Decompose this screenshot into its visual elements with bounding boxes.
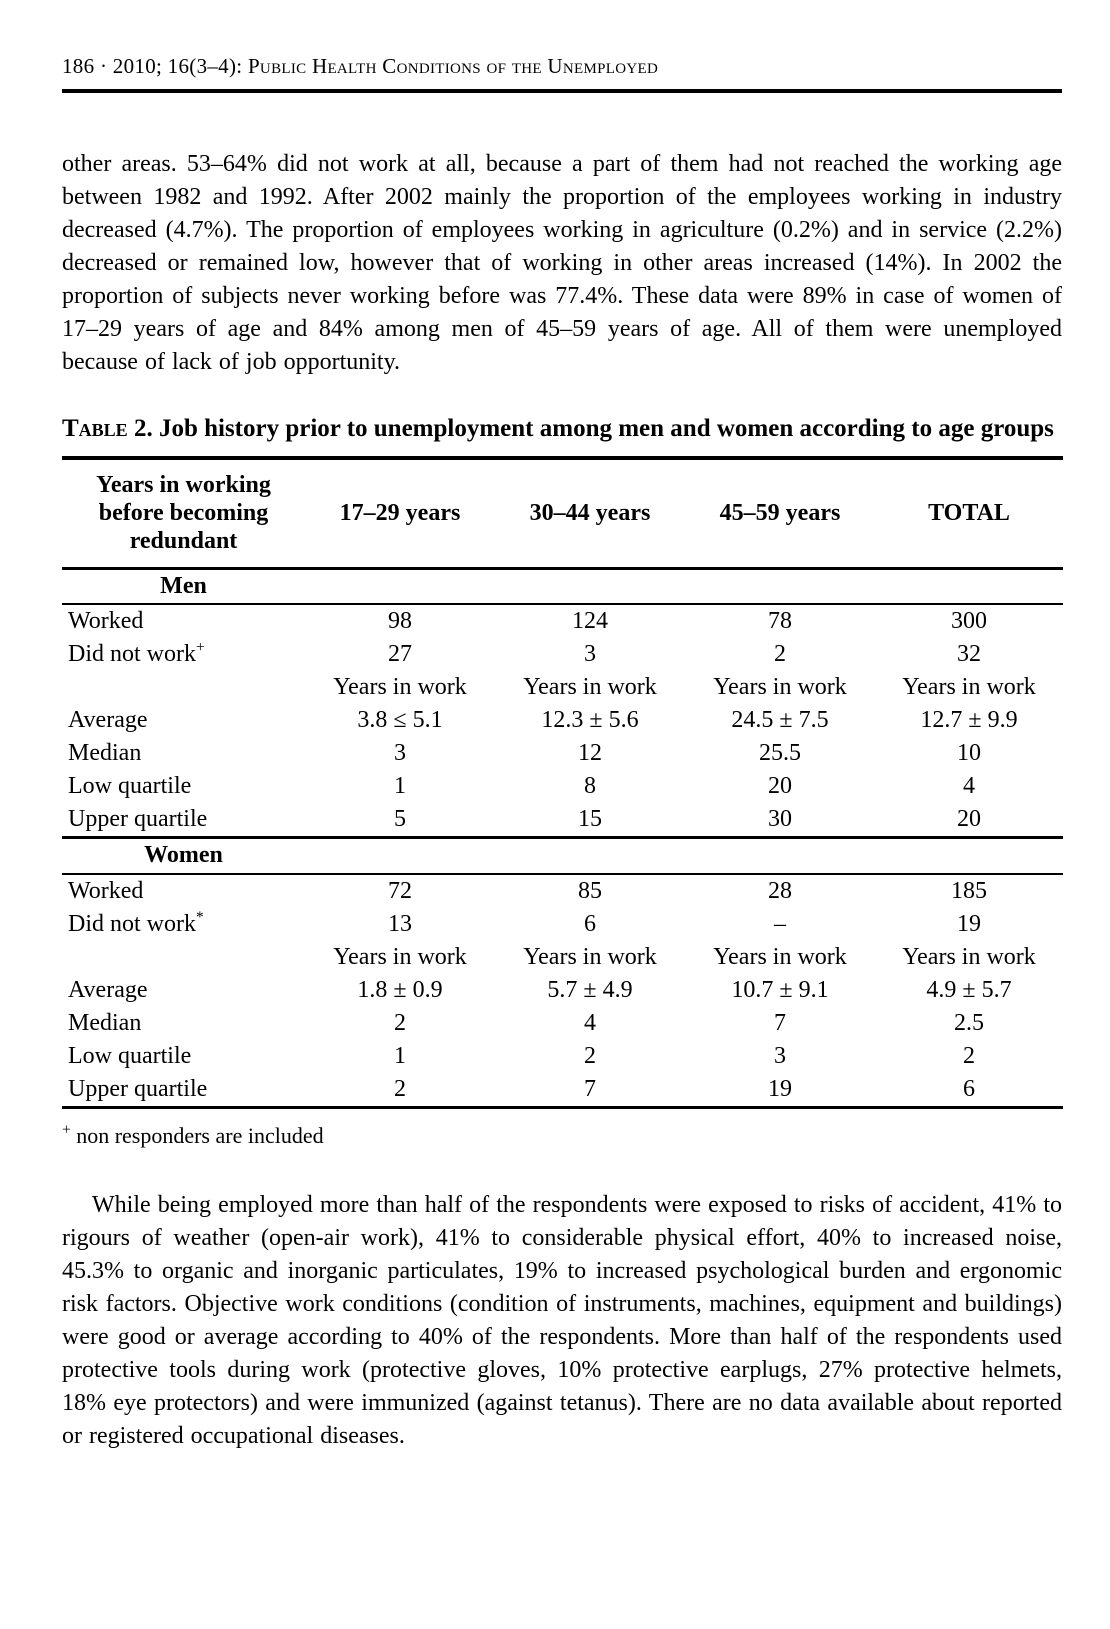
table-cell: Years in work — [333, 674, 467, 700]
table-cell: 24.5 ± 7.5 — [731, 707, 829, 733]
table-row — [62, 874, 1063, 908]
table-cell: Years in work — [523, 674, 657, 700]
section-title-women: Women — [144, 842, 223, 869]
table-cell: 27 — [388, 641, 412, 667]
table-cell: 3 — [394, 740, 406, 766]
footnote-marker: + — [62, 1121, 71, 1139]
table-cell: 7 — [774, 1009, 786, 1036]
table-row — [62, 704, 1063, 737]
table-cell: Years in work — [902, 943, 1036, 970]
row-label: Low quartile — [68, 1042, 192, 1069]
table-cell: 1.8 ± 0.9 — [357, 976, 443, 1003]
table-cell: 2 — [963, 1042, 975, 1069]
row-label: Low quartile — [68, 773, 192, 799]
table-cell: 2 — [394, 1075, 406, 1102]
table-caption-label: Table 2. — [62, 415, 153, 442]
table-cell: 4 — [963, 773, 975, 799]
table-cell: Years in work — [902, 674, 1036, 700]
table-cell: Years in work — [523, 943, 657, 970]
table-row — [62, 737, 1063, 770]
table-cell: 185 — [951, 877, 987, 904]
table-cell: 32 — [957, 641, 981, 667]
table-cell: 2 — [394, 1009, 406, 1036]
row-label: Worked — [68, 877, 144, 904]
table-cell: 3.8 ≤ 5.1 — [357, 707, 443, 733]
table-cell: 12.7 ± 9.9 — [920, 707, 1018, 733]
table-row — [62, 803, 1063, 838]
table-cell: 20 — [768, 773, 792, 799]
row-label — [62, 671, 305, 704]
table-row — [62, 941, 1063, 974]
row-label-text: Did not work — [68, 910, 196, 937]
row-label: Upper quartile — [68, 806, 208, 832]
row-label: Average — [68, 976, 148, 1003]
row-label: Median — [68, 1009, 142, 1036]
table-row — [62, 638, 1063, 671]
table-cell: 5 — [394, 806, 406, 832]
section-row-men — [62, 568, 1063, 604]
table-cell: 4 — [584, 1009, 596, 1036]
running-head — [62, 54, 1062, 93]
table-cell: 25.5 — [759, 740, 801, 766]
row-label: Upper quartile — [68, 1075, 208, 1102]
footnote-text: non responders are included — [70, 1122, 324, 1148]
row-label — [62, 941, 305, 974]
table-cell: 3 — [774, 1042, 786, 1069]
table-cell: 19 — [768, 1075, 792, 1102]
table-footnote — [62, 1123, 1062, 1149]
table-row — [62, 908, 1063, 941]
running-head-journal-title: Public Health Conditions of the Unemployed — [247, 54, 659, 78]
table-cell: 300 — [951, 608, 987, 634]
running-head-meta: 186 · 2010; 16(3–4): — [62, 54, 248, 78]
footnote-marker-asterisk: * — [196, 908, 204, 926]
table-cell: 20 — [957, 806, 981, 832]
table-cell: 124 — [572, 608, 608, 634]
table-cell: 2 — [774, 641, 786, 667]
table-cell: 98 — [388, 608, 412, 634]
paragraph-1: other areas. 53–64% did not work at all, because a part of them had not reached the working age between 1982 and 1992. After 2002 mainly the proportion of the employees working in industry decreased (4.7%). The proportion of employees working in agriculture (0.2%) and in service (2.2%) decreased or remained low, however that of working in other areas increased (14%). In 2002 the proportion of subjects never working before was 77.4%. These data were 89% in case of women of 17–29 years of age and 84% among men of 45–59 years of age. All of them were unemployed because of lack of job opportunity. — [62, 151, 1062, 375]
table-cell: 8 — [584, 773, 596, 799]
row-label: Median — [68, 740, 142, 766]
column-header-stub: Years in working before becoming redundant — [96, 472, 271, 555]
table-cell: 7 — [584, 1075, 596, 1102]
table-cell: 5.7 ± 4.9 — [547, 976, 633, 1003]
table-cell: 10 — [957, 740, 981, 766]
table-row — [62, 770, 1063, 803]
empty-cell — [305, 568, 1063, 604]
table-cell: Years in work — [713, 674, 847, 700]
table-cell: 13 — [388, 910, 412, 937]
table-cell: 78 — [768, 608, 792, 634]
column-header-45-59: 45–59 years — [719, 499, 841, 526]
table-cell: 6 — [584, 910, 596, 937]
column-header-17-29: 17–29 years — [339, 499, 461, 526]
table-cell: 12.3 ± 5.6 — [541, 707, 639, 733]
table-cell: 3 — [584, 641, 596, 667]
column-header-30-44: 30–44 years — [529, 499, 651, 526]
row-label: Worked — [68, 608, 144, 634]
footnote-marker-plus: + — [196, 639, 205, 656]
table-row — [62, 1007, 1063, 1040]
table-caption — [62, 412, 1062, 446]
table-cell: 4.9 ± 5.7 — [926, 976, 1012, 1003]
column-header-total: TOTAL — [928, 499, 1010, 526]
table-cell: 85 — [578, 877, 602, 904]
table-cell: 2 — [584, 1042, 596, 1069]
table-cell: 1 — [394, 773, 406, 799]
table-cell: 6 — [963, 1075, 975, 1102]
table-header-row — [62, 458, 1063, 568]
row-label: Average — [68, 707, 148, 733]
table-cell: 28 — [768, 877, 792, 904]
table-caption-text: Job history prior to unemployment among men and women according to age groups — [152, 415, 1054, 442]
table-row — [62, 1040, 1063, 1073]
row-label-text: Did not work — [68, 641, 196, 667]
table-cell: – — [774, 910, 786, 937]
table-cell: 12 — [578, 740, 602, 766]
section-row-women — [62, 838, 1063, 874]
table-row — [62, 604, 1063, 638]
table-row — [62, 974, 1063, 1007]
paragraph-2: While being employed more than half of the respondents were exposed to risks of accident, 41% to rigours of weather (open-air work), 41% to considerable physical effort, 40% to increased noise, 45.3% to organic and inorganic particulates, 19% to increased psychological burden and ergonomic risk factors. Objective work conditions (condition of instruments, machines, equipment and buildings) were good or average according to 40% of the respondents. More than half of the respondents used protective tools during work (protective gloves, 10% protective earplugs, 27% protective helmets, 18% eye protectors) and were immunized (against tetanus). There are no data available about reported or registered occupational diseases. — [62, 1191, 1062, 1449]
table-cell: 2.5 — [954, 1009, 984, 1036]
section-title-men: Men — [160, 572, 207, 599]
row-label — [62, 908, 305, 941]
table-cell: 72 — [388, 877, 412, 904]
table-cell: 19 — [957, 910, 981, 937]
row-label — [62, 638, 305, 671]
table-cell: 1 — [394, 1042, 406, 1069]
table-cell: 10.7 ± 9.1 — [731, 976, 829, 1003]
table-cell: Years in work — [713, 943, 847, 970]
job-history-table — [62, 456, 1063, 1109]
table-row — [62, 1073, 1063, 1108]
empty-cell — [305, 838, 1063, 874]
table-cell: 15 — [578, 806, 602, 832]
table-cell: 30 — [768, 806, 792, 832]
table-row — [62, 671, 1063, 704]
table-cell: Years in work — [333, 943, 467, 970]
